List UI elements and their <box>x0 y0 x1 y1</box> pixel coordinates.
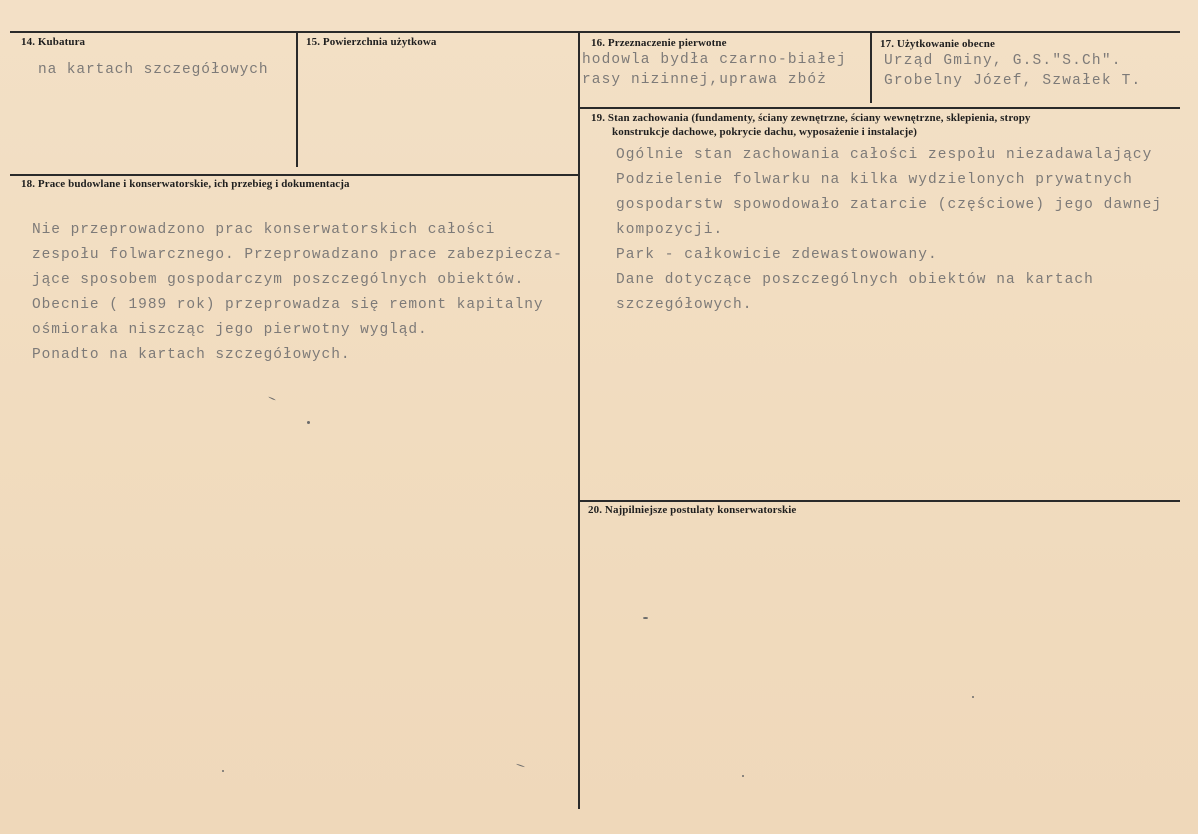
prace-line: zespołu folwarcznego. Przeprowadzano prace zabezpiecza- <box>32 247 563 263</box>
paper-speck <box>268 396 276 400</box>
stan-line: kompozycji. <box>616 222 724 238</box>
divider-14-15 <box>296 31 298 167</box>
paper-speck <box>742 775 744 777</box>
paper-speck <box>222 770 224 772</box>
uzytkowanie-line: Grobelny Józef, Szwałek T. <box>884 73 1142 89</box>
prace-line: Ponadto na kartach szczegółowych. <box>32 347 351 363</box>
top-border <box>10 31 1180 33</box>
stan-line: Ogólnie stan zachowania całości zespołu niezadawalający <box>616 147 1153 163</box>
kubatura-label: 14. Kubatura <box>21 36 86 48</box>
stan-line: Park - całkowicie zdewastowowany. <box>616 247 938 263</box>
uzytkowanie-line: Urząd Gminy, G.S."S.Ch". <box>884 53 1122 69</box>
prace-label: 18. Prace budowlane i konserwatorskie, ich przebieg i dokumentacja <box>21 178 350 190</box>
przeznaczenie-value <box>582 50 847 90</box>
stan-line: Dane dotyczące poszczególnych obiektów na kartach <box>616 272 1094 288</box>
divider-left-right <box>578 31 580 809</box>
stan-line: szczegółowych. <box>616 297 753 313</box>
powierzchnia-label: 15. Powierzchnia użytkowa <box>306 36 437 48</box>
stan-line: Podzielenie folwarku na kilka wydzielonych prywatnych <box>616 172 1133 188</box>
stan-zachowania-value <box>616 143 1162 318</box>
stan-zachowania-label: 19. Stan zachowania (fundamenty, ściany zewnętrzne, ściany wewnętrzne, sklepienia, stropy <box>591 112 1031 124</box>
divider-16-17 <box>870 31 872 103</box>
postulaty-label: 20. Najpilniejsze postulaty konserwatorskie <box>588 504 797 516</box>
border-above-19 <box>580 107 1180 109</box>
prace-line: Nie przeprowadzono prac konserwatorskich całości <box>32 222 496 238</box>
uzytkowanie-label: 17. Użytkowanie obecne <box>880 38 995 50</box>
uzytkowanie-value <box>884 51 1141 91</box>
przeznaczenie-line: rasy nizinnej,uprawa zbóż <box>582 72 828 88</box>
paper-speck <box>307 421 310 424</box>
paper-speck <box>643 617 648 619</box>
border-above-18 <box>10 174 580 176</box>
stan-line: gospodarstw spowodowało zatarcie (częściowe) jego dawnej <box>616 197 1163 213</box>
przeznaczenie-label: 16. Przeznaczenie pierwotne <box>591 37 727 49</box>
kubatura-value: na kartach szczegółowych <box>38 62 269 78</box>
paper-speck <box>516 763 525 767</box>
stan-zachowania-label-cont: konstrukcje dachowe, pokrycie dachu, wyposażenie i instalacje) <box>612 126 918 138</box>
prace-value <box>32 218 563 368</box>
przeznaczenie-line: hodowla bydła czarno-białej <box>582 52 847 68</box>
border-above-20 <box>580 500 1180 502</box>
prace-line: jące sposobem gospodarczym poszczególnych obiektów. <box>32 272 525 288</box>
paper-speck <box>972 696 974 698</box>
prace-line: Obecnie ( 1989 rok) przeprowadza się remont kapitalny <box>32 297 544 313</box>
prace-line: ośmioraka niszcząc jego pierwotny wygląd. <box>32 322 428 338</box>
